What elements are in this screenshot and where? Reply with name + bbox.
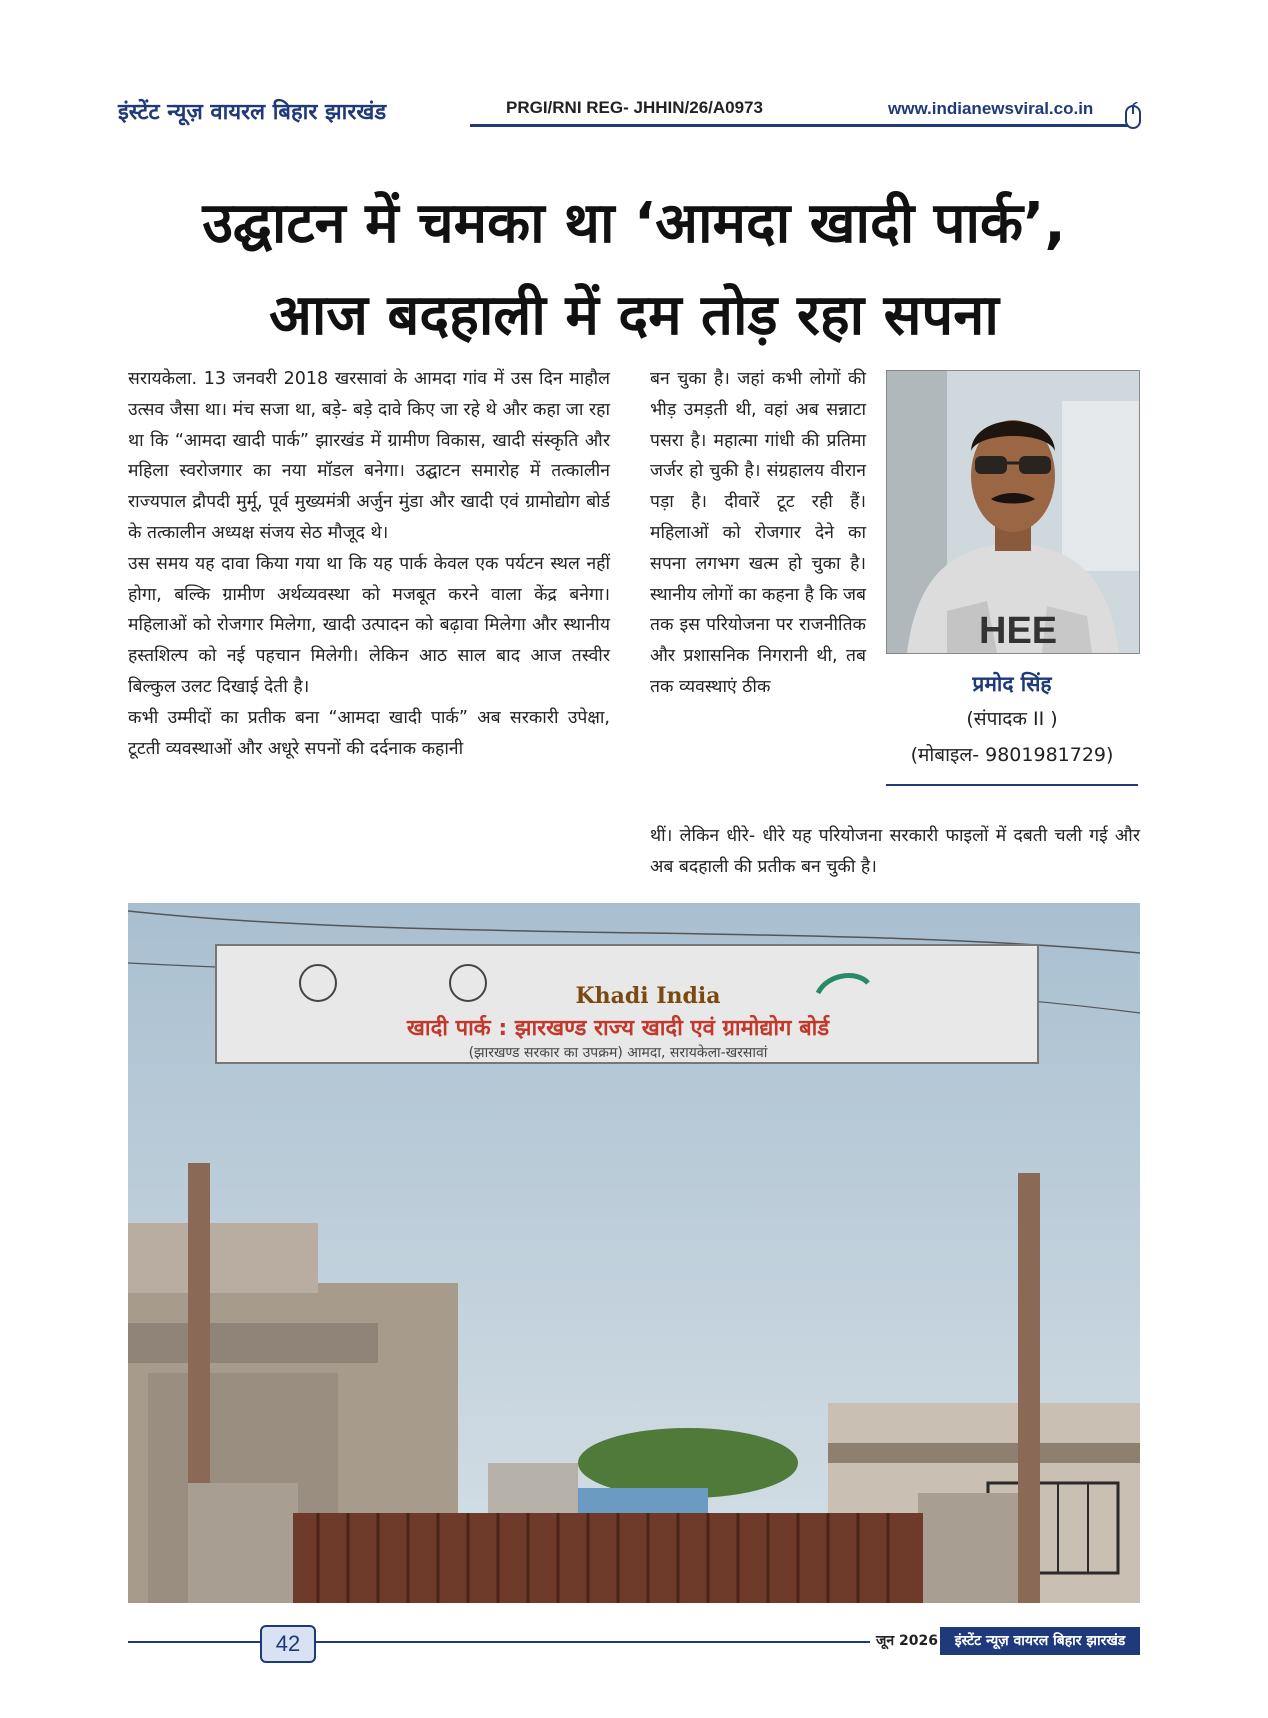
registration-number: PRGI/RNI REG- JHHIN/26/A0973 bbox=[500, 98, 769, 118]
footer-brand: इंस्टेंट न्यूज़ वायरल बिहार झारखंड bbox=[940, 1627, 1140, 1655]
khadi-park-gate-photo bbox=[128, 903, 1140, 1603]
byline-role: (संपादक II ) bbox=[966, 708, 1058, 730]
editor-portrait bbox=[886, 370, 1140, 654]
article-paragraph: कभी उम्मीदों का प्रतीक बना “आमदा खादी पार्क” अब सरकारी उपेक्षा, टूटती व्यवस्थाओं और अधूरे सपनों की दर्दनाक कहानी bbox=[128, 707, 610, 759]
article-paragraph: बन चुका है। जहां कभी लोगों की भीड़ उमड़ती थी, वहां अब सन्नाटा पसरा है। महात्मा गांधी की प्रतिमा जर्जर हो चुकी है। संग्रहालय वीरान पड़ा है। दीवारें टूट रही हैं। महिलाओं को रोजगार देने का सपना लगभग खत्म हो चुका है। स्थानीय लोगों का कहना है कि जब तक इस परियोजना पर राजनीतिक और प्रशासनिक निगरानी थी, तब तक व्यवस्थाएं ठीक bbox=[650, 369, 866, 697]
sign-subtitle: (झारखण्ड सरकार का उपक्रम) आमदा, सरायकेला-खरसावां bbox=[468, 1045, 768, 1061]
byline-mobile: (मोबाइल- 9801981729) bbox=[910, 744, 1114, 766]
mouse-icon bbox=[1124, 102, 1142, 130]
article-column-2-continued bbox=[650, 821, 1140, 883]
article-paragraph: सरायकेला. 13 जनवरी 2018 खरसावां के आमदा गांव में उस दिन माहौल उत्सव जैसा था। मंच सजा था, बड़े- बड़े दावे किए जा रहे थे और कहा जा रहा था कि “आमदा खादी पार्क” झारखंड में ग्रामीण विकास, खादी संस्कृति और महिला स्वरोजगार का नया मॉडल बनेगा। उद्घाटन समारोह में तत्कालीन राज्यपाल द्रौपदी मुर्मू, पूर्व मुख्यमंत्री अर्जुन मुंडा और खादी एवं ग्रामोद्योग बोर्ड के तत्कालीन अध्यक्ष संजय सेठ मौजूद थे। bbox=[128, 369, 610, 543]
article-paragraph: थीं। लेकिन धीरे- धीरे यह परियोजना सरकारी फाइलों में दबती चली गई और अब बदहाली की प्रतीक बन चुकी है। bbox=[650, 826, 1140, 877]
sign-brand: Khadi India bbox=[575, 983, 721, 1009]
headline-line-1: उद्घाटन में चमका था ‘आमदा खादी पार्क’, bbox=[202, 191, 1066, 256]
website-url: www.indianewsviral.co.in bbox=[884, 99, 1097, 119]
byline-rule bbox=[886, 784, 1138, 786]
headline bbox=[100, 178, 1168, 362]
page-number: 42 bbox=[260, 1625, 316, 1663]
masthead-brand: इंस्टेंट न्यूज़ वायरल बिहार झारखंड bbox=[118, 100, 387, 125]
article-column-1 bbox=[128, 364, 610, 764]
issue-date: जून 2026 bbox=[870, 1631, 944, 1650]
header-rule bbox=[470, 124, 1128, 127]
article-paragraph: उस समय यह दावा किया गया था कि यह पार्क केवल एक पर्यटन स्थल नहीं होगा, बल्कि ग्रामीण अर्थव्यवस्था को मजबूत करने वाला केंद्र बनेगा। महिलाओं को रोजगार मिलेगा, खादी उत्पादन को बढ़ावा मिलेगा और स्थानीय हस्तशिल्प को नई पहचान मिलेगी। लेकिन आठ साल बाद आज तस्वीर बिल्कुल उलट दिखाई देती है। bbox=[128, 553, 610, 697]
svg-text:HEE: HEE bbox=[979, 610, 1058, 652]
byline-name: प्रमोद सिंह bbox=[972, 672, 1052, 696]
article-column-2 bbox=[650, 364, 866, 703]
sign-title: खादी पार्क : झारखण्ड राज्य खादी एवं ग्रामोद्योग बोर्ड bbox=[406, 1016, 830, 1041]
headline-line-2: आज बदहाली में दम तोड़ रहा सपना bbox=[269, 283, 999, 348]
